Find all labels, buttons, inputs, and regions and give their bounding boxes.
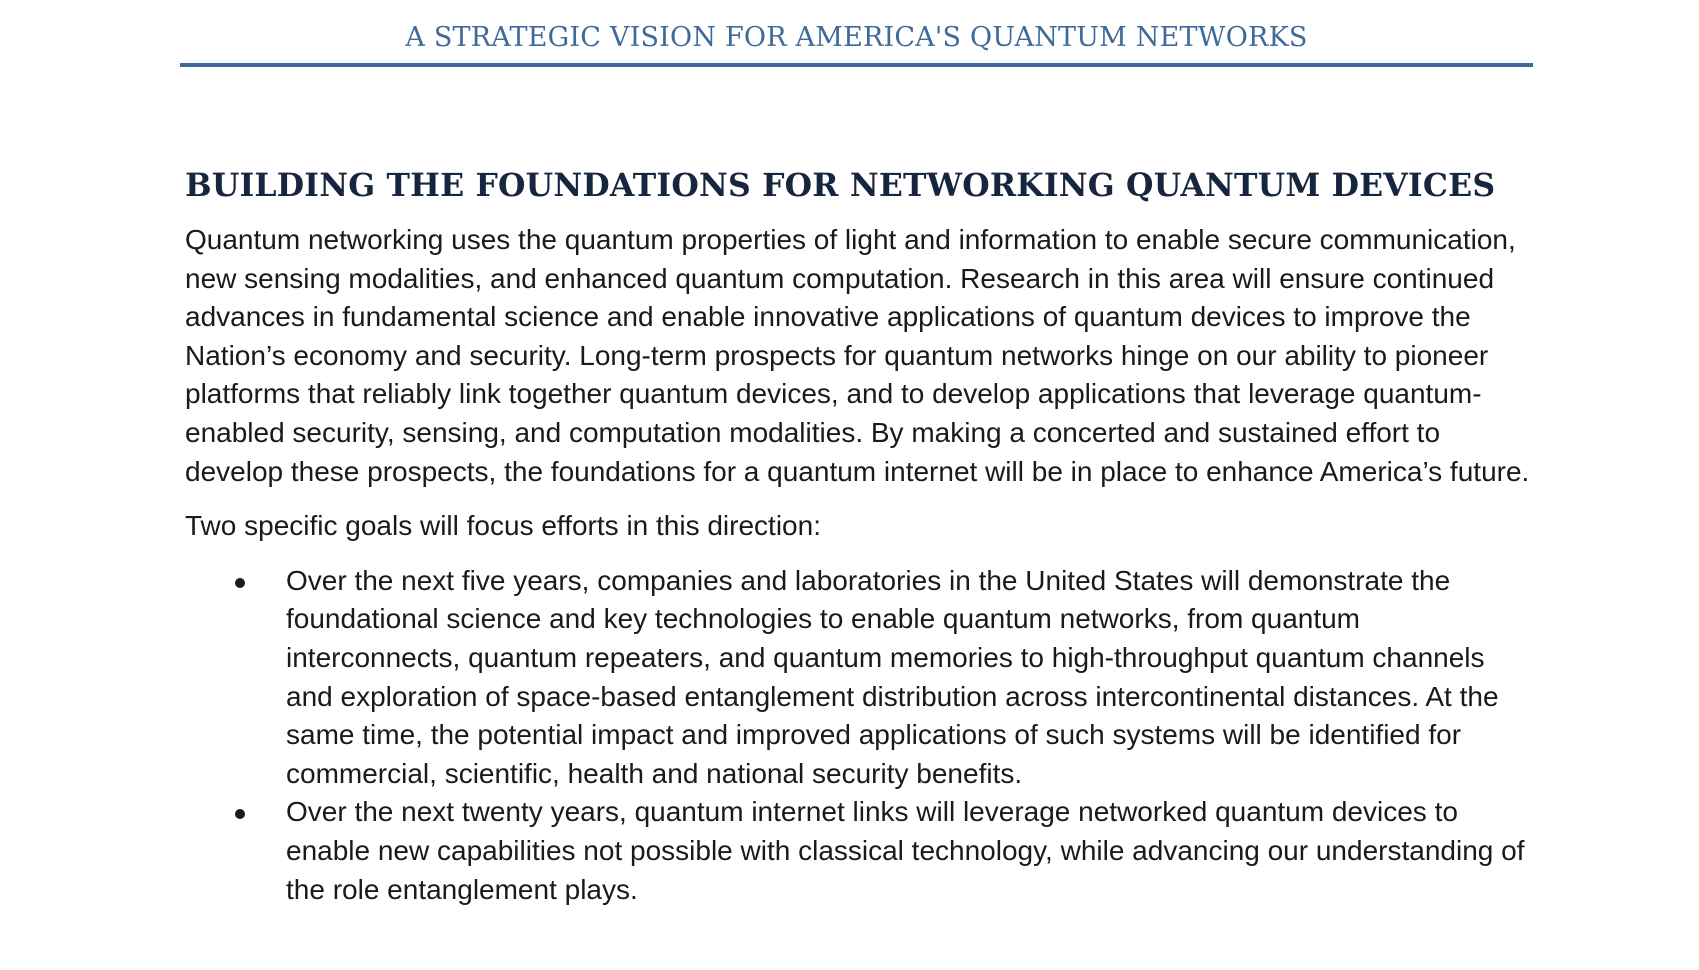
header-divider <box>180 63 1533 67</box>
list-item <box>185 562 1535 794</box>
goals-intro-paragraph: Two specific goals will focus efforts in this direction: <box>185 510 821 542</box>
bullet-icon <box>235 809 245 819</box>
intro-paragraph: Quantum networking uses the quantum properties of light and information to enable secure communication, new sensing modalities, and enhanced quantum computation. Research in this area will ensure continued advances in fundamental science and enable innovative applications of quantum devices to improve the Nation’s economy and security. Long-term prospects for quantum networks hinge on our ability to pioneer platforms that reliably link together quantum devices, and to develop applications that leverage quantum-enabled security, sensing, and computation modalities. By making a concerted and sustained effort to develop these prospects, the foundations for a quantum internet will be in place to enhance America’s future. <box>185 224 1530 487</box>
section-title: BUILDING THE FOUNDATIONS FOR NETWORKING QUANTUM DEVICES <box>185 167 1496 204</box>
list-item-text: Over the next twenty years, quantum internet links will leverage networked quantum devices to enable new capabilities not possible with classical technology, while advancing our understanding of the role entanglement plays. <box>286 796 1525 905</box>
list-item <box>185 793 1535 909</box>
goals-list <box>185 562 1535 909</box>
document-body <box>185 163 1535 909</box>
list-item-text: Over the next five years, companies and laboratories in the United States will demonstrate the foundational science and key technologies to enable quantum networks, from quantum interconnects, quantum repeaters, and quantum memories to high-throughput quantum channels and exploration of space-based entanglement distribution across intercontinental distances. At the same time, the potential impact and improved applications of such systems will be identified for commercial, scientific, health and national security benefits. <box>286 564 1499 789</box>
running-header: A STRATEGIC VISION FOR AMERICA'S QUANTUM NETWORKS <box>405 22 1308 53</box>
bullet-icon <box>235 578 245 588</box>
